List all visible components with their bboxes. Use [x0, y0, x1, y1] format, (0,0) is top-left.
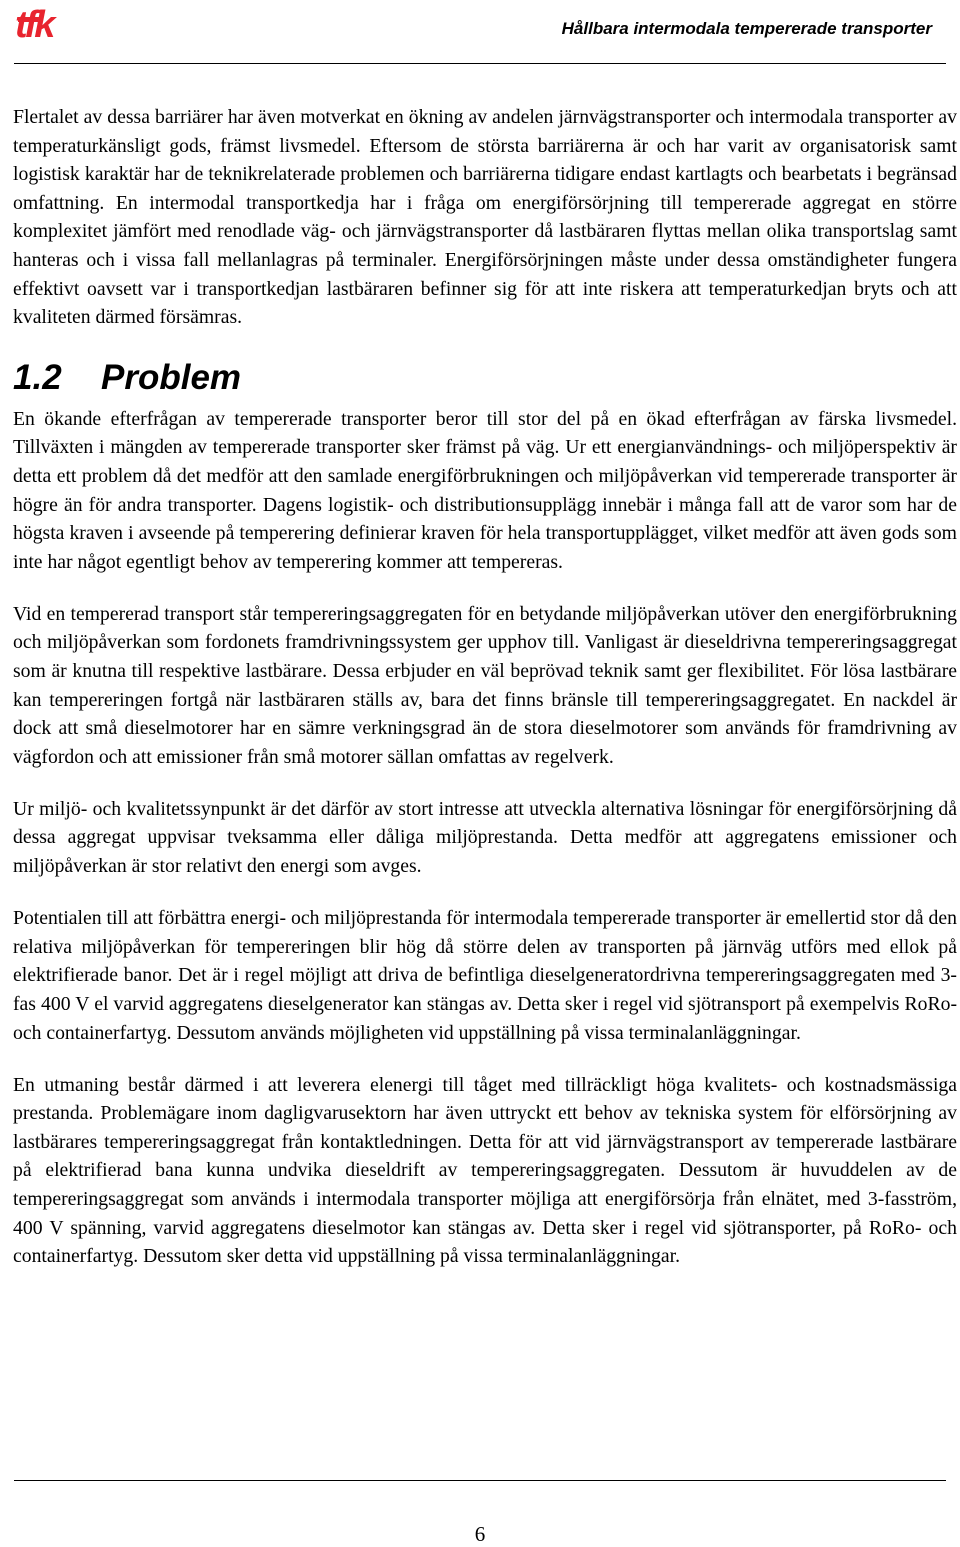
- body-paragraph: En utmaning består därmed i att leverera elenergi till tåget med tillräckligt höga kvalitets- och kostnadsmässiga prestanda. Problemägare inom dagligvarusektorn har även uttryckt ett behov av tekniska system för elförsörjning av lastbärares tempereringsaggregat från kontaktledningen. Detta för att vid järnvägstransport av tempererade lastbärare på elektrifierad bana kunna undvika dieseldrift av tempereringsaggregaten. Dessutom är huvuddelen av de tempereringsaggregat som används i intermodala transporter möjliga att energiförsörja från elnätet, med 3-fasström, 400 V spänning, varvid aggregatens dieselmotor kan stängas av. Detta sker i regel vid sjötransporter, på RoRo- och containerfartyg. Dessutom sker detta vid uppställning på vissa terminalanläggningar.: [13, 1073, 957, 1268]
- section-title: Problem: [101, 357, 242, 397]
- document-body: [13, 103, 957, 1271]
- header-divider: [14, 63, 946, 64]
- tfk-logo: [14, 2, 72, 49]
- section-heading: [13, 357, 957, 399]
- footer-divider: [14, 1480, 946, 1481]
- tfk-logo-icon: [14, 2, 72, 44]
- body-paragraph: Vid en tempererad transport står tempereringsaggregaten för en betydande miljöpåverkan utöver den energiförbrukning och miljöpåverkan som fordonets framdrivningssystem ger upphov till. Vanligast är dieseldrivna tempereringsaggregat som är knutna till respektive lastbärare. Dessa erbjuder en väl beprövad teknik samt ger flexibilitet. För lösa lastbärare kan tempereringen fortgå när lastbäraren ställs av, bara det finns bränsle till tempereringsaggregatet. En nackdel är dock att små dieselmotorer har en sämre verkningsgrad än de stora dieselmotorer som används för framdrivning av vägfordon och att emissioner från små motorer sällan omfattas av regelverk.: [13, 602, 957, 768]
- header-title: Hållbara intermodala tempererade transporter: [561, 19, 932, 38]
- page-number: 6: [474, 1522, 486, 1546]
- svg-text:tfk: tfk: [15, 4, 53, 44]
- section-number: 1.2: [13, 357, 62, 397]
- body-paragraph: En ökande efterfrågan av tempererade transporter beror till stor del på en ökad efterfrågan av färska livsmedel. Tillväxten i mängden av tempererade transporter sker främst på väg. Ur ett energianvändnings- och miljöperspektiv är detta ett problem då det medför att den samlade energiförbrukningen och miljöpåverkan vid tempererade transporter är högre än för andra transporter. Dagens logistik- och distributionsupplägg innebär i många fall att de varor som har de högsta kraven i avseende på temperering definierar kraven för hela transportupplägget, vilket medför att även gods som inte har något egentligt behov av temperering kommer att tempereras.: [13, 407, 957, 573]
- body-paragraph: Potentialen till att förbättra energi- och miljöprestanda för intermodala tempererade transporter är emellertid stor då den relativa miljöpåverkan för tempereringen blir hög då större delen av transporten på järnväg utförs med ellok på elektrifierade banor. Det är i regel möjligt att driva de befintliga dieselgeneratordrivna tempereringsaggregaten med 3-fas 400 V el varvid aggregatens dieselgenerator kan stängas av. Detta sker i regel vid sjötransport på exempelvis RoRo- och containerfartyg. Dessutom används möjligheten vid uppställning på vissa terminalanläggningar.: [13, 907, 957, 1044]
- intro-paragraph: Flertalet av dessa barriärer har även motverkat en ökning av andelen järnvägstransporter och intermodala transporter av temperaturkänsligt gods, främst livsmedel. Eftersom de största barriärerna är och har varit av organisatorisk samt logistisk karaktär har de teknikrelaterade problemen och barriärerna tidigare endast kartlagts och bearbetats i begränsad omfattning. En intermodal transportkedja har i fråga om energiförsörjning till tempererade aggregat en större komplexitet jämfört med renodlade väg- och järnvägstransporter då lastbäraren flyttas mellan olika transportslag samt hanteras och i vissa fall mellanlagras på terminaler. Energiförsörjningen måste under dessa omständigheter fungera effektivt oavsett var i transportkedjan lastbäraren befinner sig för att inte riskera att temperaturkedjan bryts och att kvaliteten därmed försämras.: [13, 106, 957, 329]
- body-paragraph: Ur miljö- och kvalitetssynpunkt är det därför av stort intresse att utveckla alternativa lösningar för energiförsörjning då dessa aggregat uppvisar tveksamma eller dåliga miljöprestanda. Detta medför att aggregatens emissioner och miljöpåverkan är stor relativt den energi som avges.: [13, 797, 957, 878]
- page-header: [0, 0, 960, 66]
